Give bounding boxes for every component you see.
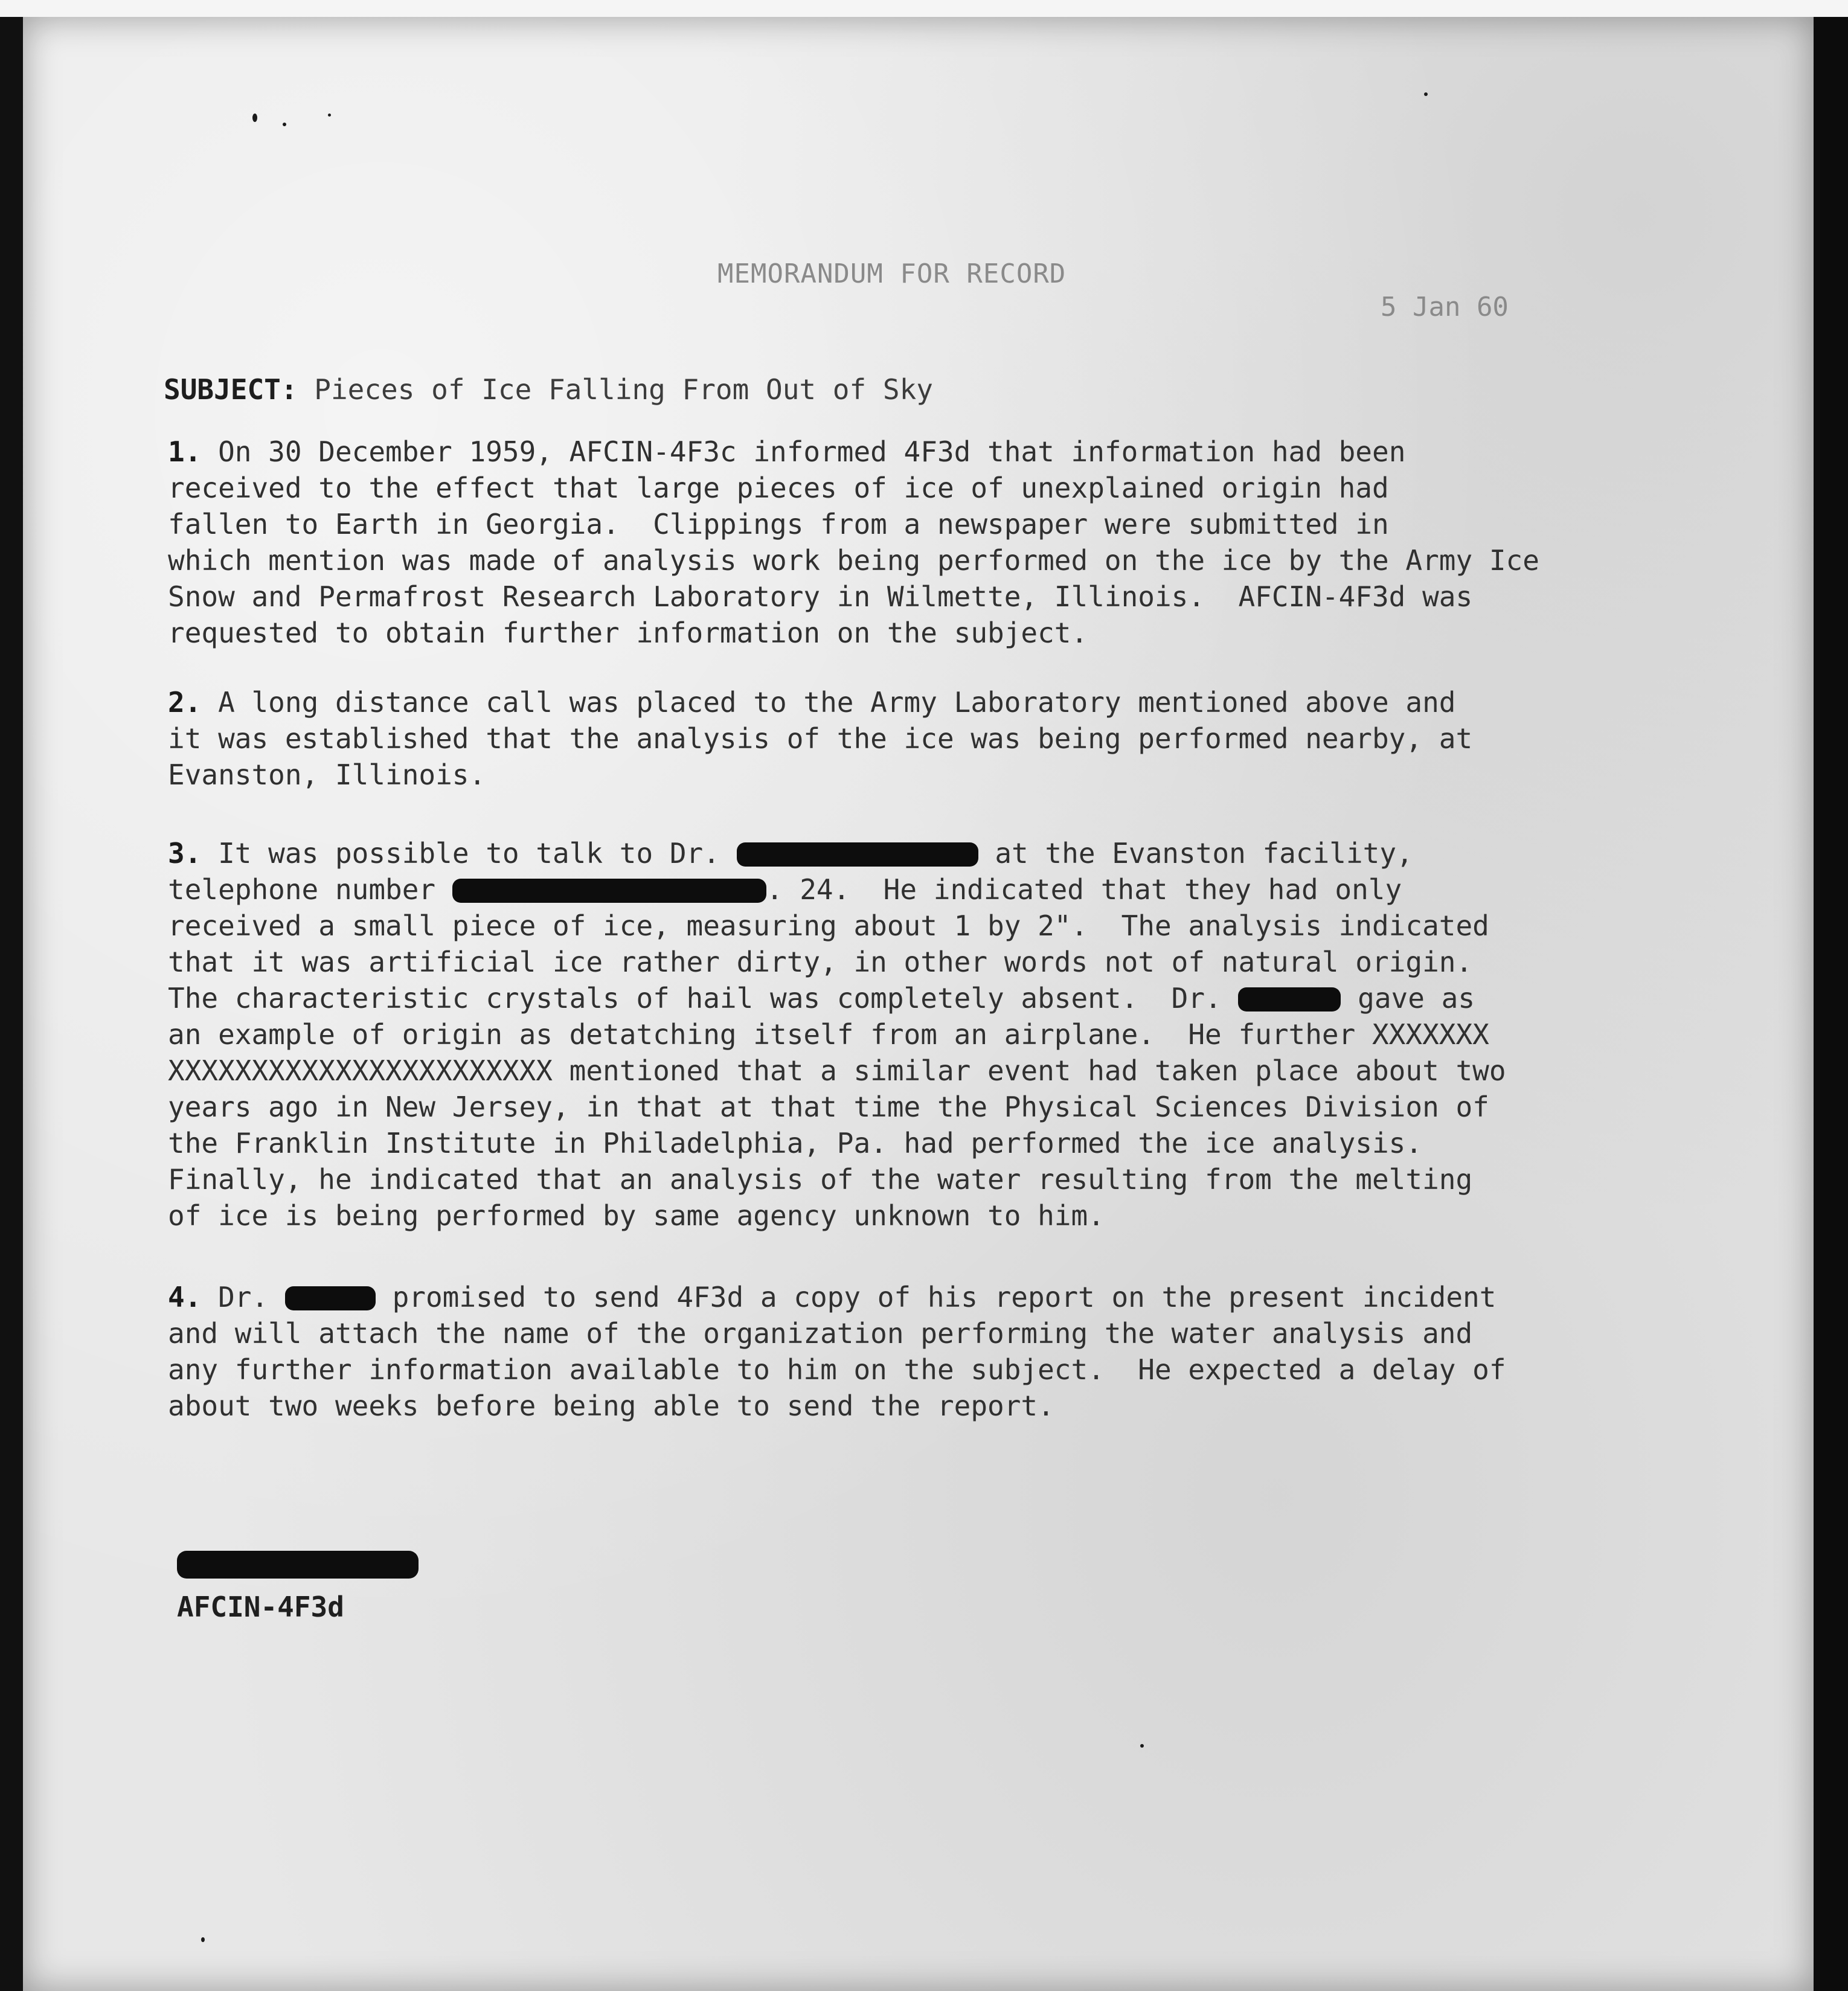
paragraph-2 <box>168 684 1690 793</box>
memo-date: 5 Jan 60 <box>1381 292 1509 322</box>
paragraph-4 <box>168 1279 1690 1424</box>
scan-left-border <box>0 0 23 1991</box>
signature-block <box>177 1551 419 1623</box>
memo-subject <box>164 373 933 406</box>
memo-title: MEMORANDUM FOR RECORD <box>717 258 1067 289</box>
document-page <box>23 17 1814 1991</box>
paragraph-text: It was possible to talk to Dr. <box>218 837 720 870</box>
paragraph-text: promised to send 4F3d a copy of his report on the present incident and will attach the name of the organization performing the water analysis and any further information available to him on the subject. He expected a delay of about two weeks before being able to send the report. <box>168 1281 1506 1422</box>
speck-mark <box>1140 1744 1144 1748</box>
paragraph-text: On 30 December 1959, AFCIN-4F3c informed 4F3d that information had been received to the effect that large pieces of ice of unexplained origin had fallen to Earth in Georgia. Clippings from a newspaper were submitted in which mention was made of analysis work being performed on the ice by the Army Ice Snow and Permafrost Research Laboratory in Wilmette, Illinois. AFCIN-4F3d was requested to obtain further information on the subject. <box>168 435 1539 649</box>
redaction-bar <box>285 1286 376 1310</box>
speck-mark <box>328 114 331 117</box>
paragraph-number: 2. <box>168 686 202 719</box>
subject-text: Pieces of Ice Falling From Out of Sky <box>314 373 933 406</box>
paragraph-number: 1. <box>168 435 202 468</box>
speck-mark <box>201 1937 205 1942</box>
redaction-bar <box>452 879 766 903</box>
paragraph-text: A long distance call was placed to the Army Laboratory mentioned above and it was established that the analysis of the ice was being performed nearby, at Evanston, Illinois. <box>168 686 1473 791</box>
redaction-bar <box>737 842 978 867</box>
redaction-bar <box>1238 987 1341 1012</box>
paragraph-text: . 24. He indicated that they had only received a small piece of ice, measuring about 1 by 2". The analysis indicated that it was artificial ice rather dirty, in other words not of natural origin. The characteristic crystals of hail was completely absent. Dr. <box>168 873 1489 1015</box>
subject-label: SUBJECT: <box>164 373 298 406</box>
redaction-bar <box>177 1551 419 1579</box>
paragraph-1 <box>168 434 1690 651</box>
paragraph-number: 3. <box>168 837 202 870</box>
signature-office: AFCIN-4F3d <box>177 1591 344 1623</box>
speck-mark <box>283 123 286 126</box>
paragraph-text: Dr. <box>218 1281 269 1313</box>
paragraph-text: gave as an example of origin as detatching itself from an airplane. He further XXXXXXX XXXXXXXXXXXXXXXXXXXXXXX mentioned that a similar event had taken place about two years ago in New Jersey, in that at that time the Physical Sciences Division of the Franklin Institute in Philadelphia, Pa. had performed the ice analysis. Finally, he indicated that an analysis of the water resulting from the melting of ice is being performed by same agency unknown to him. <box>168 982 1506 1232</box>
paragraph-number: 4. <box>168 1281 202 1313</box>
speck-mark <box>1424 92 1428 96</box>
speck-mark <box>252 114 257 122</box>
scan-top-border <box>0 0 1848 17</box>
paragraph-text: at the Evanston facility, telephone number <box>168 837 1413 906</box>
paragraph-3 <box>168 835 1690 1234</box>
